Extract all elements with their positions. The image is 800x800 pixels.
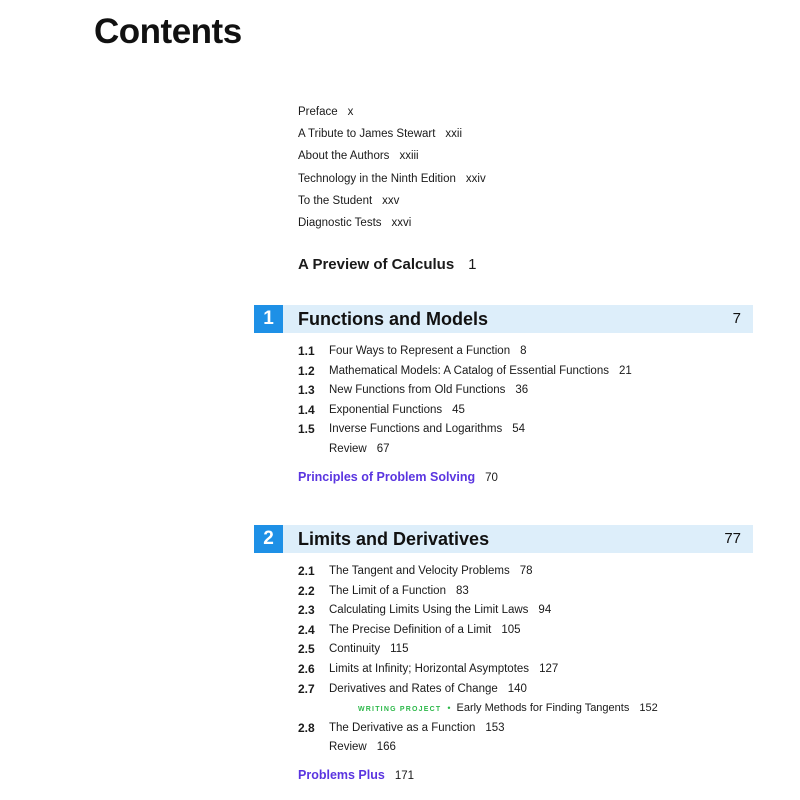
section-title: Derivatives and Rates of Change [329, 682, 498, 695]
front-matter-label: About the Authors [298, 150, 390, 163]
section-title: Exponential Functions [329, 403, 443, 416]
problem-link-label: Principles of Problem Solving [298, 470, 476, 484]
front-matter-item[interactable] [298, 214, 486, 236]
problem-link-page: 70 [485, 472, 498, 484]
section-number: 2.4 [298, 622, 315, 637]
chapter-title: Limits and Derivatives [298, 529, 490, 549]
section-page: 153 [485, 721, 505, 734]
writing-project-page: 152 [639, 702, 658, 715]
chapter-2-heading[interactable] [254, 525, 753, 553]
section-number: 2.3 [298, 603, 315, 618]
chapter-1-heading[interactable] [254, 305, 753, 333]
preview-page: 1 [468, 256, 477, 273]
section-page: 115 [390, 643, 409, 656]
chapter-number-badge: 1 [254, 305, 283, 333]
section-number: 1.4 [298, 402, 315, 417]
front-matter-item[interactable] [298, 125, 486, 147]
front-matter-item[interactable] [298, 147, 486, 169]
problem-link-page: 171 [394, 770, 415, 782]
chapter-title: Functions and Models [298, 309, 489, 329]
section-page: 45 [452, 403, 465, 416]
section-number: 2.6 [298, 661, 315, 676]
section-page: 105 [501, 623, 521, 636]
section-number: 1.3 [298, 383, 315, 398]
section-page: 140 [507, 682, 527, 695]
bullet-icon: • [447, 703, 451, 714]
section-page: 166 [376, 741, 396, 754]
front-matter-page: xxiii [399, 150, 419, 163]
front-matter-item[interactable] [298, 170, 486, 192]
section-title: The Tangent and Velocity Problems [329, 565, 510, 577]
section-title: The Precise Definition of a Limit [329, 623, 492, 636]
section-number: 2.2 [298, 583, 315, 598]
front-matter-label: Technology in the Ninth Edition [298, 172, 456, 185]
front-matter-item[interactable] [298, 192, 486, 214]
front-matter-page: xxii [445, 128, 463, 141]
chapter-page: 7 [732, 310, 741, 327]
section-title: Review [329, 442, 367, 455]
section-title: The Limit of a Function [329, 584, 446, 597]
section-number: 2.1 [298, 564, 315, 578]
section-page: 36 [515, 384, 529, 397]
section-number: 1.5 [298, 422, 315, 437]
front-matter-page: xxiv [465, 172, 486, 185]
front-matter-page: xxv [382, 194, 400, 207]
front-matter-label: Preface [298, 106, 338, 118]
section-page: 54 [512, 423, 526, 436]
problems-plus-link[interactable] [298, 765, 414, 786]
section-number: 1.1 [298, 344, 315, 358]
section-number: 2.7 [298, 681, 315, 696]
section-page: 127 [539, 662, 559, 675]
chapter-number-badge: 2 [254, 525, 283, 553]
section-page: 78 [519, 565, 533, 577]
page-title: Contents [94, 12, 242, 51]
front-matter-item[interactable] [298, 103, 486, 125]
section-title: Limits at Infinity; Horizontal Asymptotes [329, 662, 530, 675]
chapter-page: 77 [724, 530, 741, 547]
front-matter-list [298, 103, 486, 236]
front-matter-page: xxvi [391, 216, 412, 229]
section-number: 2.8 [298, 720, 315, 735]
front-matter-label: To the Student [298, 194, 373, 207]
front-matter-page: x [347, 106, 354, 118]
section-title: New Functions from Old Functions [329, 384, 506, 397]
section-page: 67 [376, 442, 390, 455]
writing-project-title: Early Methods for Finding Tangents [456, 702, 630, 715]
section-page: 8 [520, 345, 527, 357]
principles-of-problem-solving-link[interactable] [298, 467, 498, 488]
section-title: Four Ways to Represent a Function [329, 345, 511, 357]
section-page: 83 [455, 584, 469, 597]
section-title: Calculating Limits Using the Limit Laws [329, 604, 529, 617]
section-title: The Derivative as a Function [329, 721, 476, 734]
section-number: 2.5 [298, 642, 315, 657]
section-number: 1.2 [298, 363, 315, 378]
section-page: 94 [538, 604, 552, 617]
section-page: 21 [618, 364, 632, 377]
problem-link-label: Problems Plus [298, 768, 385, 782]
preview-entry[interactable] [298, 254, 477, 276]
section-title: Continuity [329, 643, 381, 656]
front-matter-label: A Tribute to James Stewart [298, 128, 436, 141]
section-title: Review [329, 741, 367, 754]
preview-title: A Preview of Calculus [298, 256, 455, 273]
section-title: Mathematical Models: A Catalog of Essential Functions [329, 364, 609, 377]
section-title: Inverse Functions and Logarithms [329, 423, 503, 436]
front-matter-label: Diagnostic Tests [298, 216, 382, 229]
writing-project-label: WRITING PROJECT [358, 706, 442, 714]
